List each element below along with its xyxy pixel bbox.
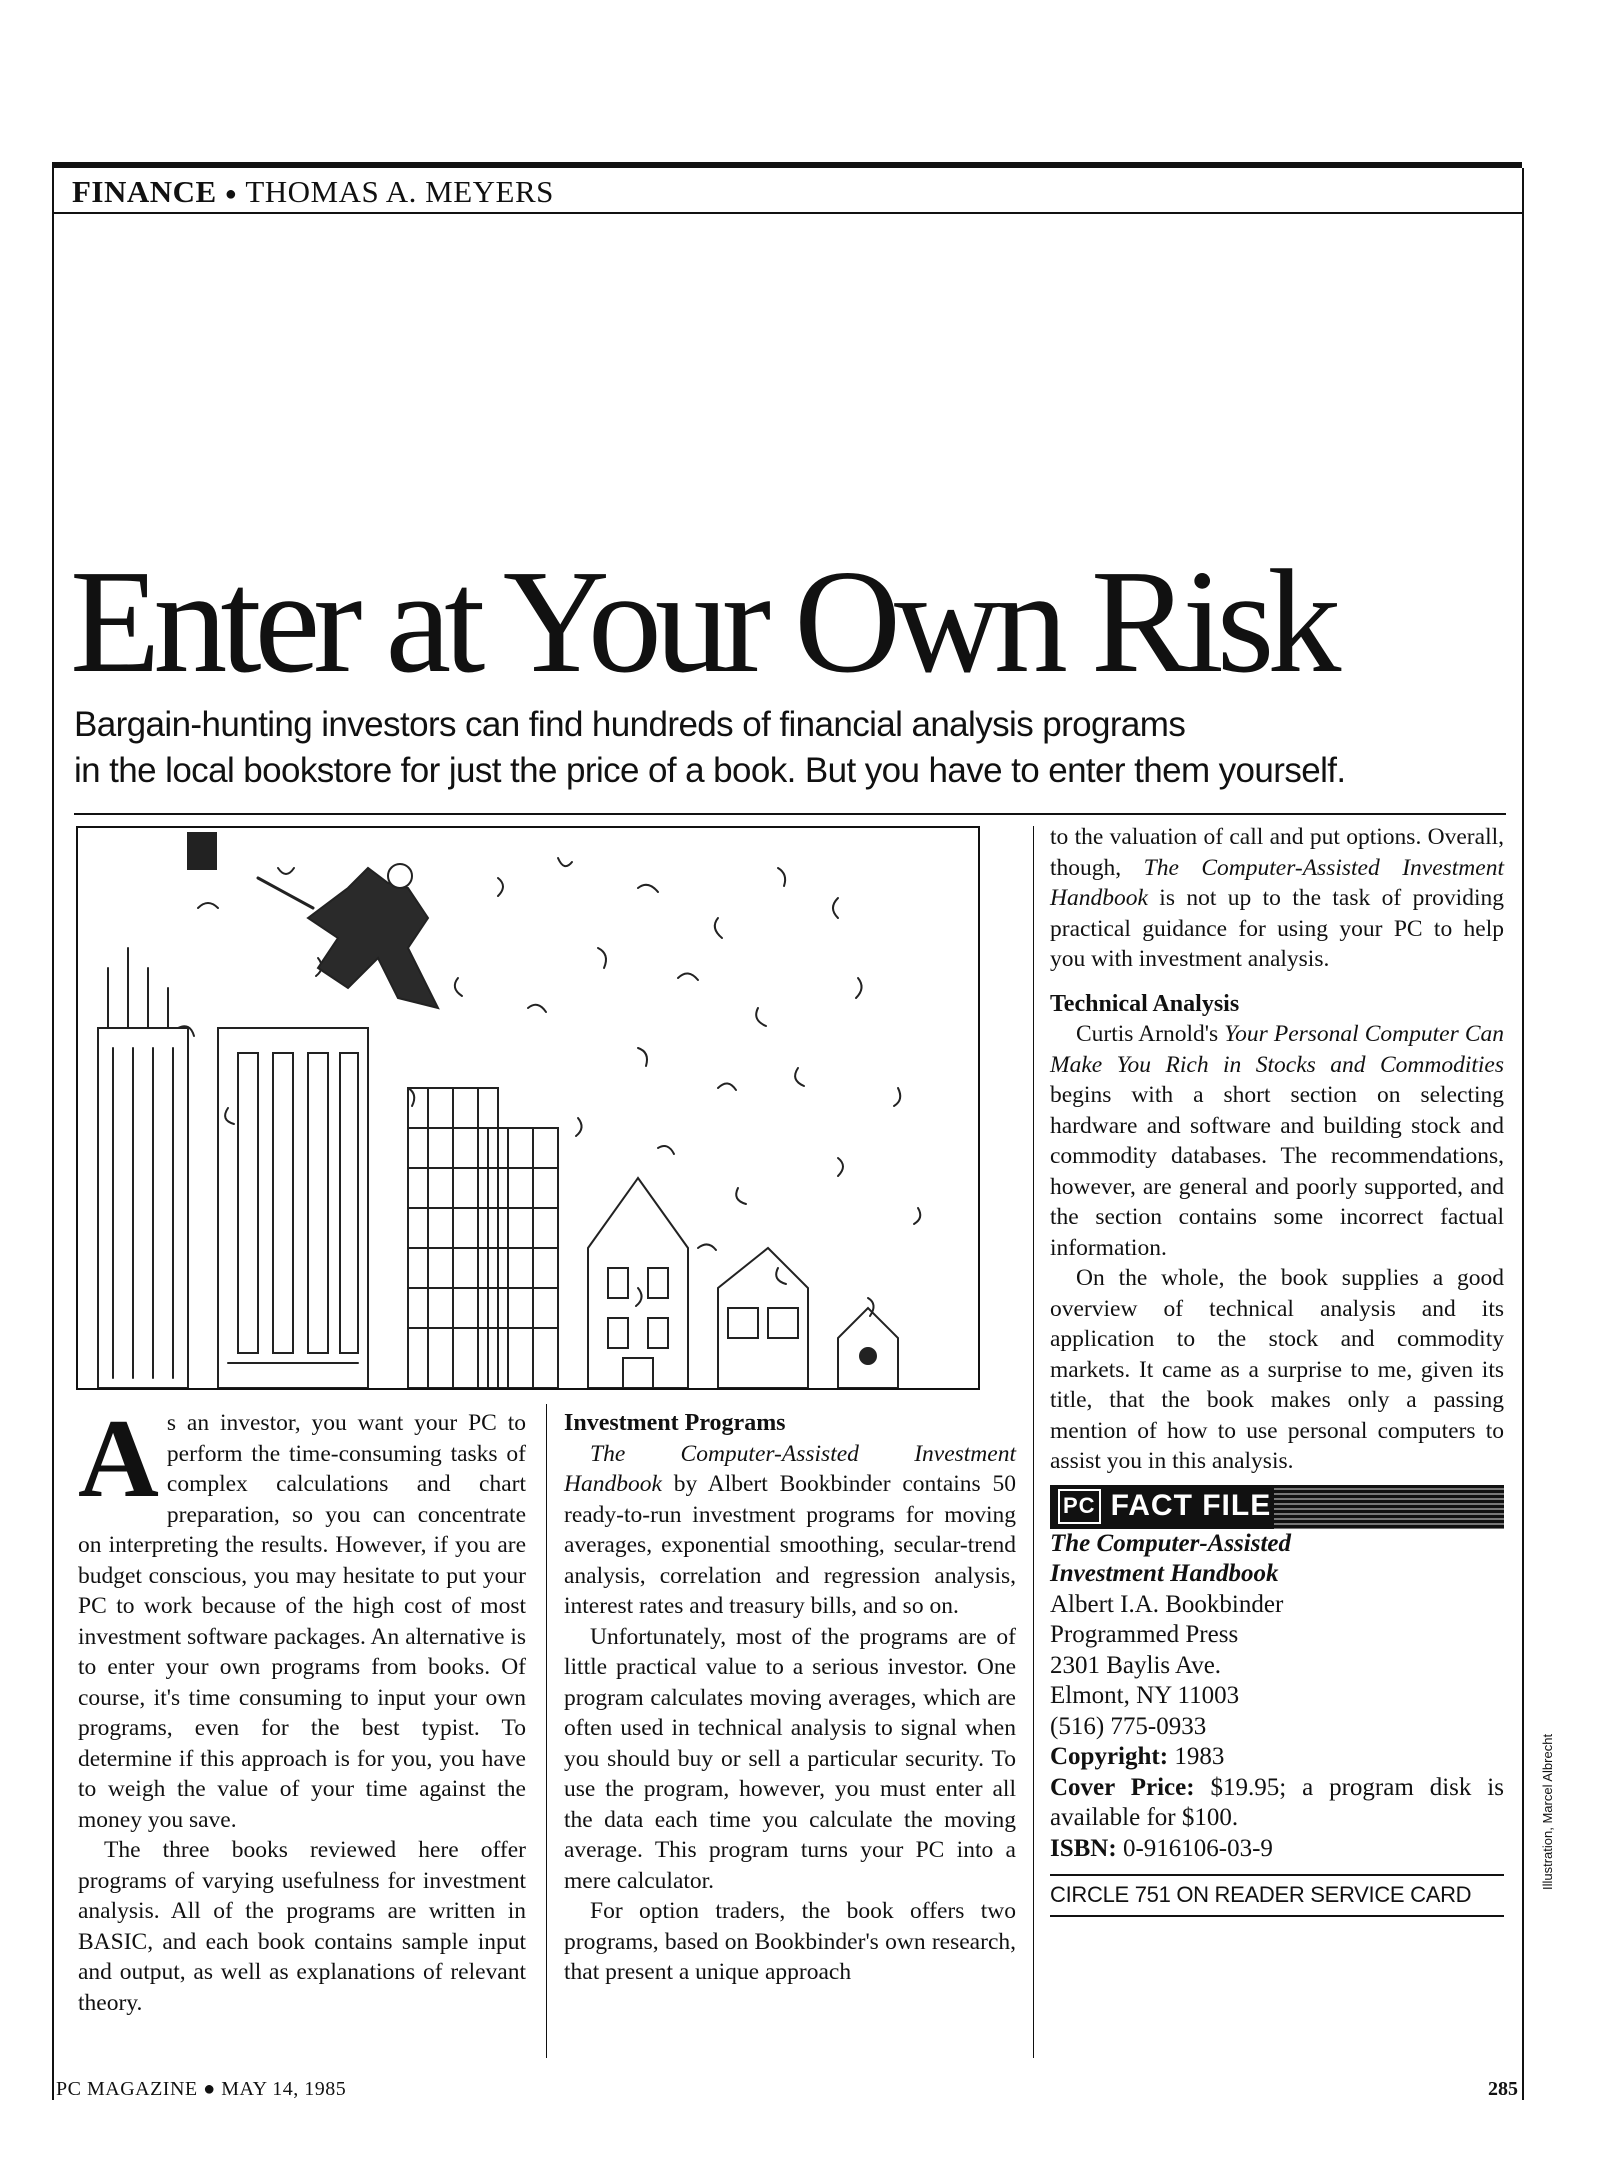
column-3 [1050,822,1504,1917]
book-title: The Computer-Assisted Investment Handbook [564,1440,1016,1497]
fact-isbn [1050,1834,1504,1865]
price-label: Cover Price: [1050,1773,1195,1801]
column-1 [78,1397,526,2018]
deck-line-2: in the local bookstore for just the price of a book. But you have to enter them yourself. [74,751,1346,790]
paragraph-text: to the valuation of call and put options. Overall, though, [1050,824,1504,881]
bullet-icon: ● [224,183,238,206]
deck-line-1: Bargain-hunting investors can find hundreds of financial analysis programs [74,705,1186,744]
illustration-credit: Illustration, Marcel Albrecht [1540,1733,1555,1890]
copyright-label: Copyright: [1050,1743,1169,1770]
page-number: 285 [1488,2078,1518,2100]
stripes-decoration [1274,1485,1504,1529]
paragraph-text: Curtis Arnold's [1076,1021,1225,1047]
paragraph: For option traders, the book offers two programs, based on Bookbinder's own research, that present a unique approach [564,1898,1016,1985]
fact-phone: (516) 775-0933 [1050,1712,1207,1740]
deck-rule [74,813,1506,815]
intro-text: s an investor, you want your PC to perform the time-consuming tasks of complex calculations and chart preparation, so you can concentrate on interpreting the results. However, if you are budget conscious, you may hesitate to put your PC to work because of the high cost of most investment software packages. An alternative is to enter your own programs from books. Of course, it's time consuming to input your own programs, even for the best typist. To determine if this approach is for you, you have to weigh the value of your time against the money you save. [78,1410,526,1833]
isbn-label: ISBN: [1050,1834,1117,1862]
book-title: The Computer-Assisted Investment Handbook [1050,854,1504,911]
book-title: Your Personal Computer Can Make You Rich in Stocks and Commodities [1050,1021,1504,1078]
paragraph-text: by Albert Bookbinder contains 50 ready-to-run investment programs for moving averages, exponential smoothing, secular-trend analysis, correlation and regression analysis, interest rates and treasury bills, and so on. [564,1471,1016,1619]
author-name: THOMAS A. MEYERS [245,174,554,209]
fact-title-2: Investment Handbook [1050,1560,1279,1587]
article-title: Enter at Your Own Risk [70,540,1335,704]
pc-logo-icon: PC [1058,1489,1101,1524]
intro-paragraph [78,1397,526,1835]
subhead-investment-programs: Investment Programs [564,1410,786,1436]
section-name: FINANCE [72,174,217,209]
fact-street: 2301 Baylis Ave. [1050,1651,1222,1679]
price-value: $19.95; a program disk is available for $100. [1050,1773,1504,1831]
copyright-value: 1983 [1168,1743,1225,1770]
column-rule-1 [546,1404,547,2058]
section-header [72,174,554,210]
fact-copyright [1050,1742,1504,1773]
paragraph [1050,822,1504,975]
illustration [76,826,980,1390]
paragraph-text: is not up to the task of providing practical guidance for using your PC to help you with investment analysis. [1050,885,1504,972]
paragraph: The three books reviewed here offer programs of varying usefulness for investment analysis. All of the programs are written in BASIC, and each book contains sample input and output, as well as explanations of relevant theory. [78,1837,526,2016]
city-skyline-illustration [78,828,978,1388]
article-deck [74,702,1514,794]
fact-author: Albert I.A. Bookbinder [1050,1590,1284,1618]
reader-service-line: CIRCLE 751 ON READER SERVICE CARD [1050,1874,1504,1917]
header-rule [52,212,1522,214]
paragraph [1050,1019,1504,1263]
fact-file [1050,1529,1504,1865]
fact-price [1050,1773,1504,1834]
drop-cap: A [78,1397,159,1521]
fact-title-1: The Computer-Assisted [1050,1529,1291,1557]
fact-file-heading: FACT FILE [1110,1489,1272,1523]
isbn-value: 0-916106-03-9 [1116,1834,1273,1862]
subhead-technical-analysis: Technical Analysis [1050,990,1240,1017]
paragraph: On the whole, the book supplies a good overview of technical analysis and its application to the stock and commodity markets. It came as a surprise to me, given its title, that the book makes only a passing mention of how to use personal computers to assist you in this analysis. [1050,1265,1504,1474]
paragraph: Unfortunately, most of the programs are of little practical value to a serious investor. One program calculates moving averages, which are often used in technical analysis to signal when you should buy or sell a particular security. To use the program, however, you must enter all the data each time you calculate the moving average. This program turns your PC into a mere calculator. [564,1623,1016,1894]
paragraph [564,1439,1016,1622]
fact-file-banner [1050,1485,1504,1529]
footer-magazine-date: PC MAGAZINE ● MAY 14, 1985 [56,2078,347,2100]
column-2 [564,1408,1016,1988]
fact-publisher: Programmed Press [1050,1621,1239,1648]
paragraph-text: begins with a short section on selecting hardware and software and building stock and commodity databases. The recommendations, however, are general and poorly supported, and the section contains some incorrect factual information. [1050,1082,1504,1261]
fact-city: Elmont, NY 11003 [1050,1682,1240,1709]
column-rule-2 [1033,826,1034,2058]
